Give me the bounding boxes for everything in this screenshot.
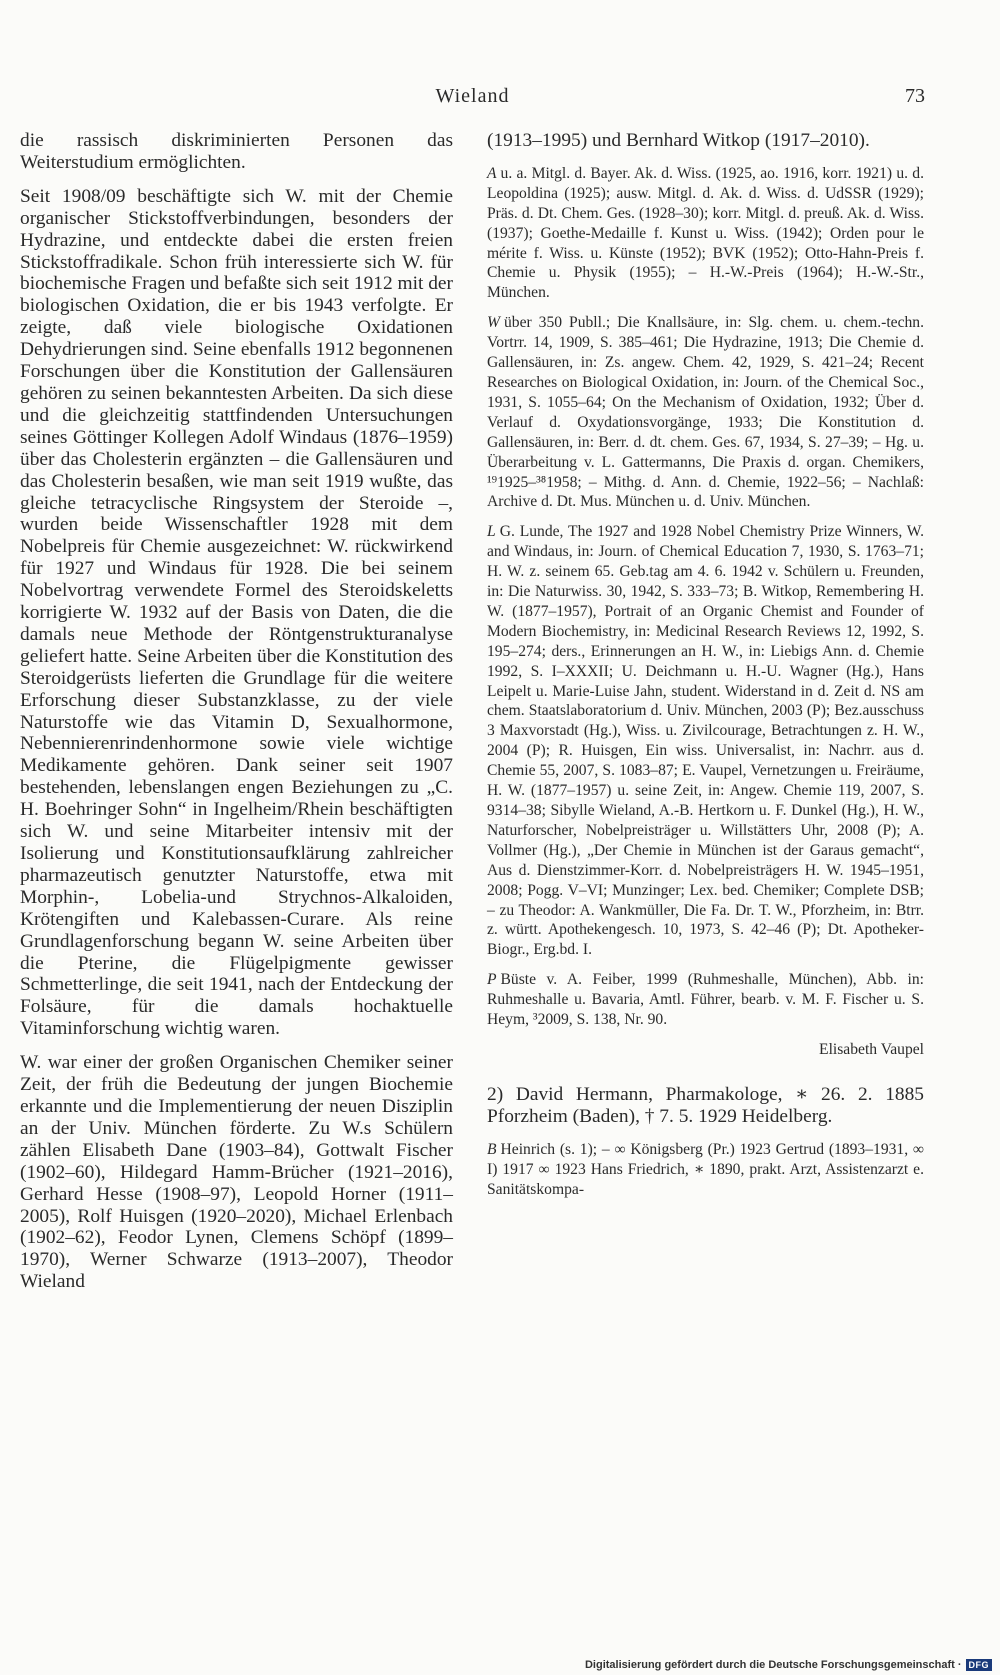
- section-awards: [487, 164, 924, 303]
- footer-text: Digitalisierung gefördert durch die Deutsche Forschungsgemeinschaft ·: [584, 1659, 962, 1671]
- paragraph: Seit 1908/09 beschäftigte sich W. mit der Chemie organischer Stickstoffverbindungen, besonders der Hydrazine, und entdeckte dabei die ersten freien Stickstoffradikale. Schon früh interessierte sich W. für biochemische Fragen und befaßte sich seit 1912 mit der biologischen Oxidation, die er bis 1943 verfolgte. Er zeigte, daß viele biologische Oxidationen Dehydrierungen sind. Seine ebenfalls 1912 begonnenen Forschungen über die Konstitution der Gallensäuren gehören zu seinen bekanntesten Arbeiten. Da sich diese und die gleichzeitig stattfindenden Untersuchungen seines Göttinger Kollegen Adolf Windaus (1876–1959) über das Cholesterin ergänzten – die Gallensäuren und das Cholesterin besaßen, wie man seit 1919 wußte, das gleiche tetracyclische Ringsystem der Steroide –, wurden beide Wissenschaftler 1928 mit dem Nobelpreis für Chemie ausgezeichnet: W. rückwirkend für 1927 und Windaus für 1928. Die bei seinem Nobelvortrag verwendete Formel des Steroidskeletts korrigierte W. 1932 auf der Basis von Daten, die die damals neue Methode der Röntgenstrukturanalyse geliefert hatte. Seine Arbeiten über die Konstitution des Steroidgerüsts lieferten die Grundlage für die weitere Erforschung dieser Substanzklasse, zu der viele Naturstoffe wie das Vitamin D, Sexualhormone, Nebennierenrindenhormone sowie viele wichtige Medikamente gehören. Dank seiner seit 1907 bestehenden, lebenslangen engen Beziehungen zu „C. H. Boehringer Sohn“ in Ingelheim/Rhein beschäftigten sich W. und seine Mitarbeiter intensiv mit der Isolierung und Konstitutionsaufklärung zahlreicher pharmazeutisch genutzter Naturstoffe, etwa mit Morphin-, Lobelia-und Strychnos-Alkaloiden, Krötengiften und Kalebassen-Curare. Als reine Grundlagenforschung begann W. seine Arbeiten über die Pterine, die Flügelpigmente gewisser Schmetterlinge, die seit 1941, nach der Entdeckung der Folsäure, für die damals hochaktuelle Vitaminforschung wichtig waren.: [20, 185, 453, 1040]
- section-lead: B: [487, 1140, 497, 1158]
- section-text: über 350 Publl.; Die Knallsäure, in: Slg. chem. u. chem.-techn. Vortrr. 14, 1909, S. 385–461; Die Hydrazine, 1913; Die Chemie d. Gallensäuren, in: Zs. angew. Chem. 42, 1929, S. 421–24; Recent Researches on Biological Oxidation, in: Journ. of the Chemical Soc., 1931, S. 1055–64; On the Mechanism of Oxidation, 1932; Über d. Verlauf d. Oxydationsvorgänge, 1933; Die Konstitution d. Gallensäuren, in: Berr. d. dt. chem. Ges. 67, 1934, S. 27–39; – Hg. u. Überarbeitung v. L. Gattermanns, Die Praxis d. organ. Chemikers, ¹⁹1925–³⁸1958; – Mithg. d. Ann. d. Chemie, 1922–56; – Nachlaß: Archive d. Dt. Mus. München u. d. Univ. München.: [487, 314, 924, 511]
- section-lead: A: [487, 164, 497, 182]
- page-number: 73: [905, 85, 925, 107]
- section-lead: W: [487, 314, 500, 332]
- section-text: u. a. Mitgl. d. Bayer. Ak. d. Wiss. (1925, ao. 1916, korr. 1921) u. d. Leopoldina (1925); ausw. Mitgl. d. Ak. d. Wiss. d. UdSSR (1929); Präs. d. Dt. Chem. Ges. (1928–30); korr. Mitgl. d. preuß. Ak. d. Wiss. (1937); Goethe-Medaille f. Kunst u. Wiss. (1942); Orden pour le mérite f. Wiss. u. Künste (1952); BVK (1952); Otto-Hahn-Preis f. Chemie u. Physik (1955); – H.-W.-Preis (1964); H.-W.-Str., München.: [487, 164, 924, 302]
- section-lead: L: [487, 523, 496, 541]
- author-signature: Elisabeth Vaupel: [819, 1040, 924, 1058]
- running-title: Wieland: [435, 85, 510, 107]
- section-portraits: [487, 970, 924, 1030]
- page-header: [20, 85, 925, 113]
- section-text: G. Lunde, The 1927 and 1928 Nobel Chemistry Prize Winners, W. and Windaus, in: Journ. of Chemical Education 7, 1930, S. 1763–71; H. W. z. seinem 65. Geb.tag am 4. 6. 1942 v. Schülern u. Freunden, in: Die Naturwiss. 30, 1942, S. 333–73; B. Witkop, Remembering H. W. (1877–1957), Portrait of an Organic Chemist and Founder of Modern Biochemistry, in: Medicinal Research Reviews 12, 1992, S. 195–274; ders., Erinnerungen an H. W., in: Liebigs Ann. d. Chemie 1992, S. I–XXXII; U. Deichmann u. H.-U. Wagner (Hg.), Hans Leipelt u. Marie-Luise Jahn, student. Widerstand in d. Zeit d. NS am chem. Staatslaboratorium d. Univ. München, 2003 (P); Bez.ausschuss 3 Maxvorstadt (Hg.), Wiss. u. Zivilcourage, Betrachtungen z. H. W., 2004 (P); R. Huisgen, Ein wiss. Universalist, in: Nachrr. aus d. Chemie 55, 2007, S. 1083–87; E. Vaupel, Vernetzungen u. Freiräume, H. W. (1877–1957) u. seine Zeit, in: Angew. Chemie 119, 2007, S. 9314–38; Sibylle Wieland, A.-B. Hertkorn u. F. Dunkel (Hg.), H. W., Naturforscher, Nobelpreisträger u. Willstätters Uhr, 2008 (P); A. Vollmer (Hg.), „Der Chemie in München ist der Garaus gemacht“, Aus d. Dienstzimmer-Korr. d. Nobelpreisträgers H. W. 1945–1951, 2008; Pogg. V–VI; Munzinger; Lex. bed. Chemiker; Complete DSB; – zu Theodor: A. Wankmüller, Die Fa. Dr. T. W., Pforzheim, in: Btrr. z. württ. Apothekengesch. 10, 1973, S. 42–46 (P); Dt. Apotheker-Biogr., Erg.bd. I.: [487, 523, 924, 959]
- next-entry-heading: 2) David Hermann, Pharmakologe, ∗ 26. 2. 1885 Pforzheim (Baden), † 7. 5. 1929 Heidelberg.: [487, 1083, 924, 1127]
- section-family: [487, 1140, 924, 1200]
- continuation-text: (1913–1995) und Bernhard Witkop (1917–2010).: [487, 130, 870, 151]
- section-text: Heinrich (s. 1); – ∞ Königsberg (Pr.) 1923 Gertrud (1893–1931, ∞ I) 1917 ∞ 1923 Hans Friedrich, ∗ 1890, prakt. Arzt, Assistenzarzt e. Sanitätskompa-: [487, 1140, 924, 1198]
- dfg-logo-icon: DFG: [966, 1659, 993, 1671]
- section-lead: P: [487, 971, 497, 989]
- digitization-footer: [585, 1659, 992, 1671]
- paragraph: die rassisch diskriminierten Personen das Weiterstudium ermöglichten.: [20, 130, 453, 173]
- section-text: Büste v. A. Feiber, 1999 (Ruhmeshalle, München), Abb. in: Ruhmeshalle u. Bavaria, Amtl. Führer, bearb. v. M. F. Fischer u. S. Heym, ³2009, S. 138, Nr. 90.: [487, 971, 924, 1029]
- paragraph: W. war einer der großen Organischen Chemiker seiner Zeit, der früh die Bedeutung der jungen Biochemie erkannte und die Implementierung der neuen Disziplin an der Univ. München förderte. Zu W.s Schülern zählen Elisabeth Dane (1903–84), Gottwalt Fischer (1902–60), Hildegard Hamm-Brücher (1921–2016), Gerhard Hesse (1908–97), Leopold Horner (1911–2005), Rolf Huisgen (1920–2020), Michael Erlenbach (1902–62), Feodor Lynen, Clemens Schöpf (1899–1970), Werner Schwarze (1913–2007), Theodor Wieland: [20, 1052, 453, 1293]
- right-column: [487, 130, 924, 1210]
- left-column: [20, 130, 453, 1305]
- section-literature: [487, 522, 924, 960]
- section-works: [487, 313, 924, 512]
